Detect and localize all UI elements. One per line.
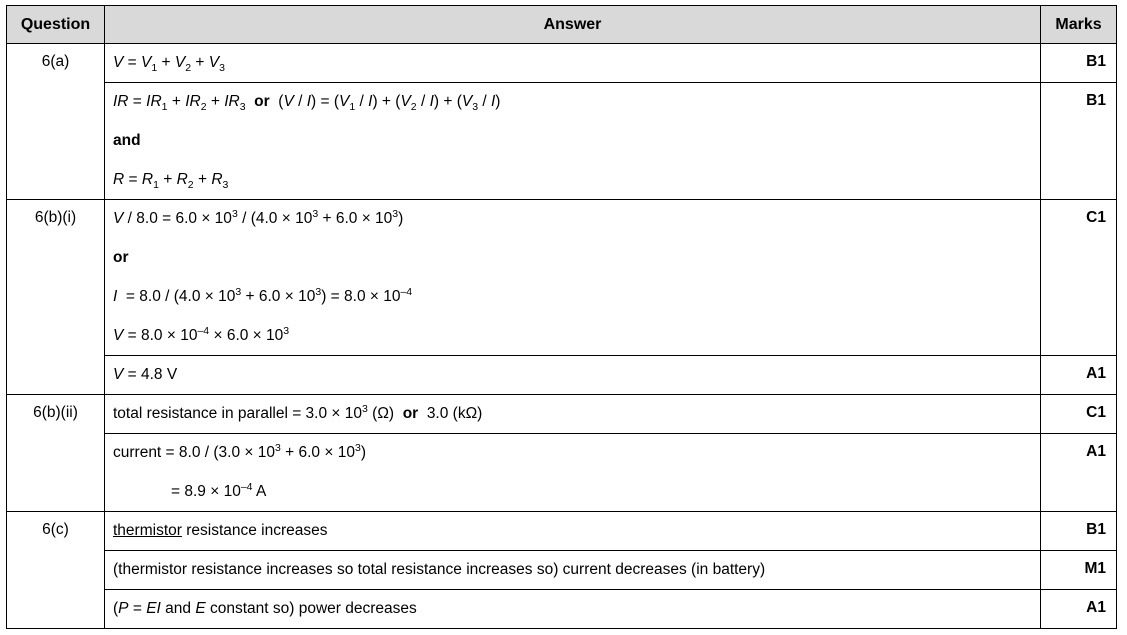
answer-line: (thermistor resistance increases so total resistance increases so) current decreases (in battery) (113, 561, 766, 578)
answer-line: = $8.9 \times 10^{-4}$ A (171, 480, 267, 500)
mark-cell: C1 (1041, 200, 1117, 356)
table-row (7, 395, 1117, 434)
answer-cell (105, 200, 1041, 356)
answer-line: thermistor resistance increases (113, 522, 328, 539)
mark-cell: A1 (1041, 356, 1117, 395)
header-row (7, 6, 1117, 44)
mark-cell: M1 (1041, 551, 1117, 590)
question-cell: 6(b)(i) (7, 200, 105, 395)
mark-cell: A1 (1041, 590, 1117, 629)
answer-line: $V / 8.0 = 6.0 \times 10^3 / (4.0 \times 10^3 + 6.0 \times 10^3)$ (113, 207, 404, 227)
answer-line: (P = EI and E constant so) power decreases (113, 600, 417, 617)
table-row (7, 512, 1117, 551)
question-cell: 6(a) (7, 44, 105, 200)
answer-line: $R = R_1 + R_2 + R_3$ (113, 171, 229, 192)
answer-line: $I = 8.0 / (4.0 \times 10^3 + 6.0 \times 10^3) = 8.0 \times 10^{-4}$ (113, 285, 413, 305)
question-header: Question (7, 6, 105, 44)
answer-cell (105, 590, 1041, 629)
answer-cell (105, 83, 1041, 200)
answer-cell (105, 395, 1041, 434)
answer-line: current = $8.0 / (3.0 \times 10^3 + 6.0 \times 10^3)$ (113, 441, 366, 461)
answer-line: $V = 8.0 \times 10^{-4} \times 6.0 \times 10^3$ (113, 324, 290, 344)
table-row (7, 83, 1117, 200)
marks-header: Marks (1041, 6, 1117, 44)
answer-cell (105, 356, 1041, 395)
table-row (7, 200, 1117, 356)
mark-cell: A1 (1041, 434, 1117, 512)
table-row (7, 551, 1117, 590)
answer-cell (105, 512, 1041, 551)
answer-line: and (113, 132, 141, 149)
answer-line: total resistance in parallel = $3.0 \times 10^3$ (Ω) or 3.0 (kΩ) (113, 402, 483, 422)
answer-header: Answer (105, 6, 1041, 44)
mark-cell: C1 (1041, 395, 1117, 434)
mark-scheme-table (6, 5, 1117, 629)
mark-cell: B1 (1041, 83, 1117, 200)
table-row (7, 44, 1117, 83)
answer-cell (105, 44, 1041, 83)
table-row (7, 434, 1117, 512)
answer-line: or (113, 249, 129, 266)
question-cell: 6(b)(ii) (7, 395, 105, 512)
table-row (7, 356, 1117, 395)
question-cell: 6(c) (7, 512, 105, 629)
mark-cell: B1 (1041, 512, 1117, 551)
answer-cell (105, 434, 1041, 512)
answer-line: V = 4.8 V (113, 366, 178, 383)
answer-line: $V = V_1 + V_2 + V_3$ (113, 54, 225, 75)
answer-line: IR = $IR_1 + IR_2 + IR_3$ or $(V / I) = (V_1 / I) + (V_2 / I) + (V_3 / I)$ (113, 93, 501, 114)
answer-cell (105, 551, 1041, 590)
mark-cell: B1 (1041, 44, 1117, 83)
table-row (7, 590, 1117, 629)
